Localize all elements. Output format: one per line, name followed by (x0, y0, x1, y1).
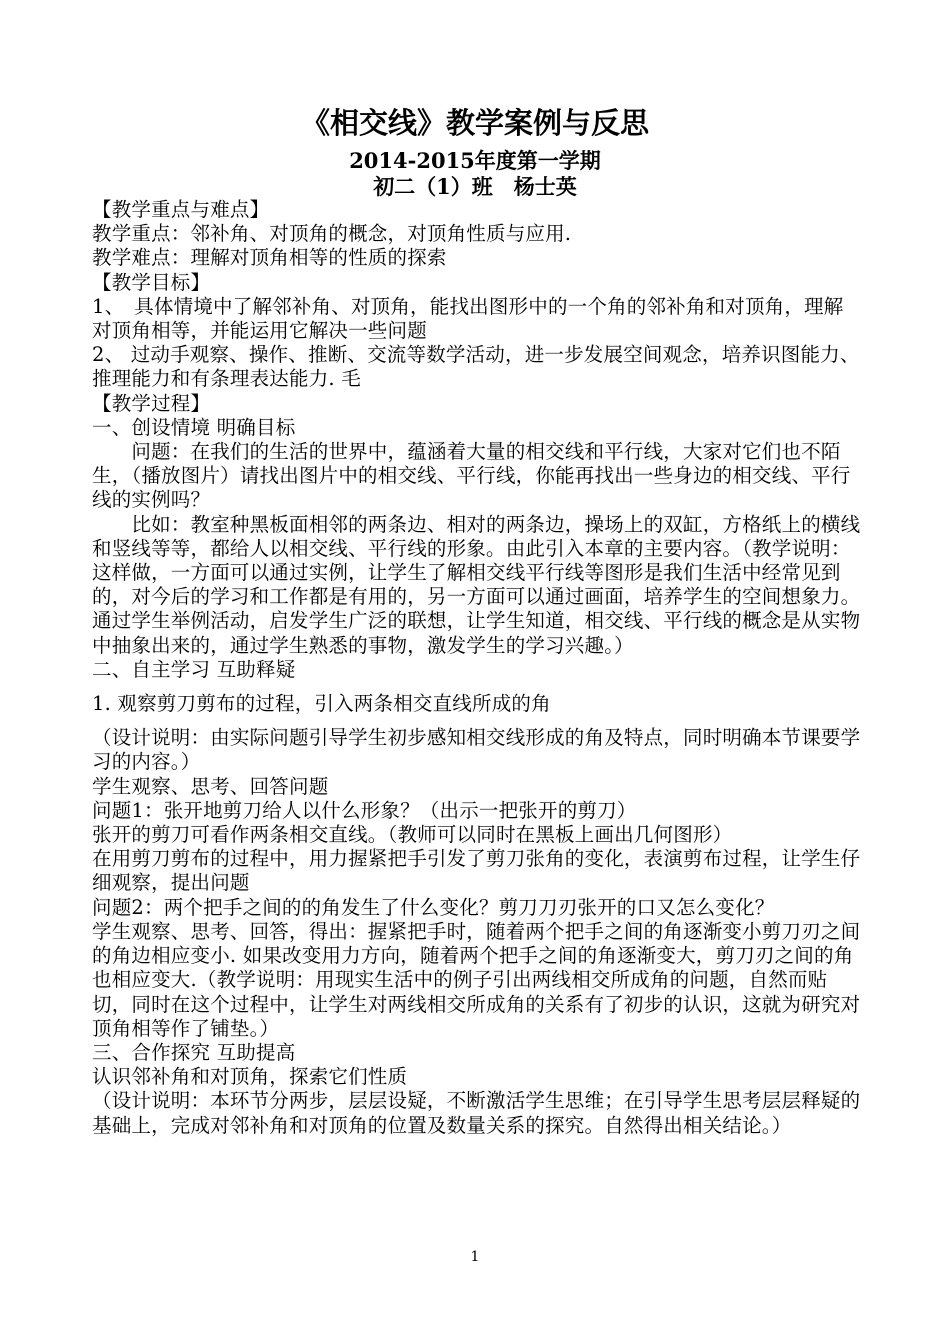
paragraph: 比如：教室种黑板面相邻的两条边、相对的两条边，操场上的双缸，方格纸上的横线和竖线等等，都给人以相交线、平行线的形象。由此引入本章的主要内容。（教学说明：这样做，一方面可以通过实例，让学生了解相交线平行线等图形是我们生活中经常见到的，对今后的学习和工作都是有用的，另一方面可以通过画面，培养学生的空间想象力。通过学生举例活动，启发学生广泛的联想，让学生知道，相交线、平行线的概念是从实物中抽象出来的，通过学生熟悉的事物，激发学生的学习兴趣。） (92, 512, 861, 657)
paragraph: 教学重点：邻补角、对顶角的概念，对顶角性质与应用. (92, 222, 572, 246)
semester-line: 2014-2015年度第一学期 (349, 148, 601, 173)
paragraph: 学生观察、思考、回答，得出：握紧把手时，随着两个把手之间的角逐渐变小剪刀刃之间的角边相应变小. 如果改变用力方向，随着两个把手之间的角逐渐变大，剪刀刃之间的角也相应变大.（教学说明：用现实生活中的例子引出两线相交所成角的问题，自然而贴切，同时在这个过程中，让学生对两线相交所成角的关系有了初步的认识，这就为研究对顶角相等作了铺垫。） (92, 919, 861, 1040)
paragraph: 学生观察、思考、回答问题 (92, 774, 329, 798)
paragraph: 问题2：两个把手之间的的角发生了什么变化？剪刀刀刃张开的口又怎么变化？ (92, 895, 775, 919)
class-author-line: 初二（1）班 杨士英 (373, 174, 577, 199)
paragraph: 认识邻补角和对顶角，探索它们性质 (92, 1065, 408, 1089)
paragraph: （设计说明：本环节分两步，层层设疑，不断激活学生思维；在引导学生思考层层释疑的基础上，完成对邻补角和对顶角的位置及数量关系的探究。自然得出相关结论。） (92, 1089, 861, 1137)
subsection-heading: 三、合作探究 互助提高 (92, 1040, 296, 1064)
paragraph: 1. 观察剪刀剪布的过程，引入两条相交直线所成的角 (92, 692, 551, 716)
paragraph: 在用剪刀剪布的过程中，用力握紧把手引发了剪刀张角的变化，表演剪布过程，让学生仔细观察，提出问题 (92, 847, 861, 895)
page-number: 1 (470, 1249, 480, 1265)
section-heading: 【教学重点与难点】 (92, 198, 270, 221)
section-heading: 【教学过程】 (92, 391, 211, 415)
subsection-heading: 二、自主学习 互助释疑 (92, 657, 296, 681)
paragraph: （设计说明：由实际问题引导学生初步感知相交线形成的角及特点，同时明确本节课要学习的内容。） (92, 726, 861, 774)
document-title: 《相交线》教学案例与反思 (300, 106, 649, 140)
paragraph: 问题1：张开地剪刀给人以什么形象？（出示一把张开的剪刀） (92, 798, 637, 822)
document-body (92, 198, 862, 1138)
paragraph: 1、 具体情境中了解邻补角、对顶角，能找出图形中的一个角的邻补角和对顶角，理解对顶角相等，并能运用它解决一些问题 (92, 294, 844, 343)
paragraph: 张开的剪刀可看作两条相交直线。（教师可以同时在黑板上画出几何图形） (92, 823, 733, 847)
section-heading: 【教学目标】 (92, 270, 211, 294)
subsection-heading: 一、创设情境 明确目标 (92, 415, 296, 439)
paragraph: 问题：在我们的生活的世界中，蕴涵着大量的相交线和平行线，大家对它们也不陌生，（播放图片）请找出图片中的相交线、平行线，你能再找出一些身边的相交线、平行线的实例吗？ (92, 440, 851, 512)
paragraph: 教学难点：理解对顶角相等的性质的探索 (92, 246, 447, 270)
paragraph: 2、 过动手观察、操作、推断、交流等数学活动，进一步发展空间观念，培养识图能力、推理能力和有条理表达能力. 毛 (92, 343, 860, 391)
